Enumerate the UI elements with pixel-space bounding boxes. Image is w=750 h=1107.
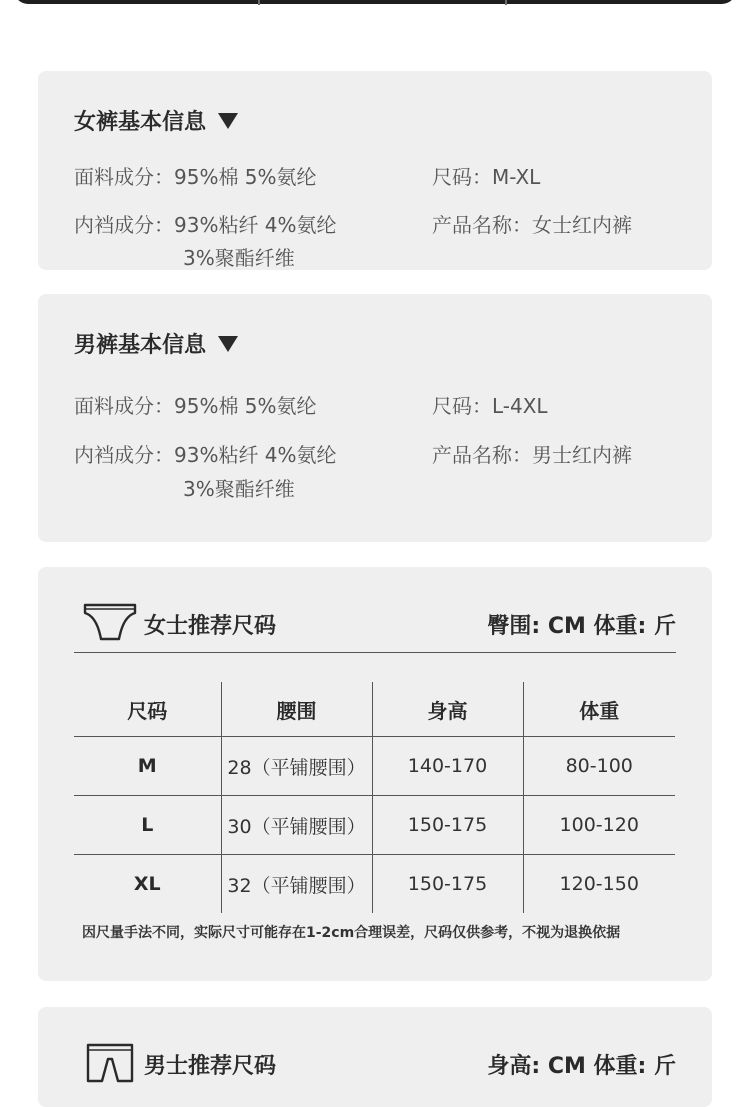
crotch-label: 内裆成分：	[74, 443, 174, 467]
product-value: 女士红内裤	[532, 213, 632, 237]
size-value: M-XL	[492, 165, 541, 189]
product-value: 男士红内裤	[532, 443, 632, 467]
cell-height: 150-175	[372, 855, 523, 914]
triangle-down-icon	[218, 113, 238, 129]
crotch-value-line2: 3%聚酯纤维	[183, 477, 295, 501]
size-disclaimer-note: 因尺量手法不同，实际尺寸可能存在1-2cm合理误差，尺码仅供参考，不视为退换依据	[82, 925, 621, 941]
product-label: 产品名称：	[432, 443, 532, 467]
fabric-label: 面料成分：	[74, 165, 174, 189]
size-value: L-4XL	[492, 394, 548, 418]
table-header-row	[74, 682, 675, 737]
cell-size: M	[74, 737, 221, 796]
crotch-value-line1: 93%粘纤 4%氨纶	[174, 443, 337, 467]
women-size-card	[38, 567, 712, 981]
table-row	[74, 855, 675, 914]
cell-waist: 28（平铺腰围）	[221, 737, 372, 796]
men-size-header	[74, 1037, 676, 1092]
cell-weight: 120-150	[523, 855, 675, 914]
women-size-table	[74, 682, 675, 913]
cell-size: XL	[133, 873, 161, 895]
table-row	[74, 796, 675, 855]
triangle-down-icon	[218, 336, 238, 352]
women-size-row	[432, 161, 540, 190]
size-label: 尺码：	[432, 394, 492, 418]
top-image-strip	[0, 0, 750, 8]
cell-size: L	[74, 796, 221, 855]
cell-height: 150-175	[372, 796, 523, 855]
men-size-title: 男士推荐尺码	[144, 1054, 277, 1079]
header-size: 尺码	[74, 682, 221, 737]
women-size-unit: 臀围: CM 体重: 斤	[487, 614, 676, 639]
top-image-seam	[505, 0, 507, 5]
men-info-card	[38, 294, 712, 542]
women-crotch-row	[74, 209, 337, 238]
women-fabric-row	[74, 161, 317, 190]
header-height: 身高	[372, 682, 523, 737]
crotch-label: 内裆成分：	[74, 213, 174, 237]
men-size-unit: 身高: CM 体重: 斤	[487, 1054, 676, 1079]
header-waist: 腰围	[221, 682, 372, 737]
size-label: 尺码：	[432, 165, 492, 189]
cell-waist: 30（平铺腰围）	[221, 796, 372, 855]
men-size-row	[432, 390, 548, 419]
product-label: 产品名称：	[432, 213, 532, 237]
top-image-seam	[258, 0, 260, 5]
women-info-title	[74, 105, 238, 136]
men-product-row	[432, 439, 632, 468]
women-info-card	[38, 71, 712, 270]
boxer-icon	[82, 1041, 138, 1083]
women-info-title-text: 女裤基本信息	[74, 110, 207, 135]
crotch-value-line2: 3%聚酯纤维	[183, 246, 295, 270]
fabric-value: 95%棉 5%氨纶	[174, 394, 317, 418]
men-size-card	[38, 1007, 712, 1107]
cell-weight: 100-120	[523, 796, 675, 855]
men-fabric-row	[74, 390, 317, 419]
table-row	[74, 737, 675, 796]
top-image-edge	[14, 0, 736, 4]
women-size-header	[74, 597, 676, 653]
crotch-value-line1: 93%粘纤 4%氨纶	[174, 213, 337, 237]
cell-height: 140-170	[372, 737, 523, 796]
men-info-title-text: 男裤基本信息	[74, 333, 207, 358]
cell-weight: 80-100	[523, 737, 675, 796]
women-product-row	[432, 209, 632, 238]
cell-waist: 32（平铺腰围）	[221, 855, 372, 914]
briefs-icon	[82, 601, 138, 643]
header-weight: 体重	[523, 682, 675, 737]
women-size-title: 女士推荐尺码	[144, 614, 277, 639]
fabric-label: 面料成分：	[74, 394, 174, 418]
men-info-title	[74, 328, 238, 359]
fabric-value: 95%棉 5%氨纶	[174, 165, 317, 189]
men-crotch-row	[74, 439, 337, 468]
